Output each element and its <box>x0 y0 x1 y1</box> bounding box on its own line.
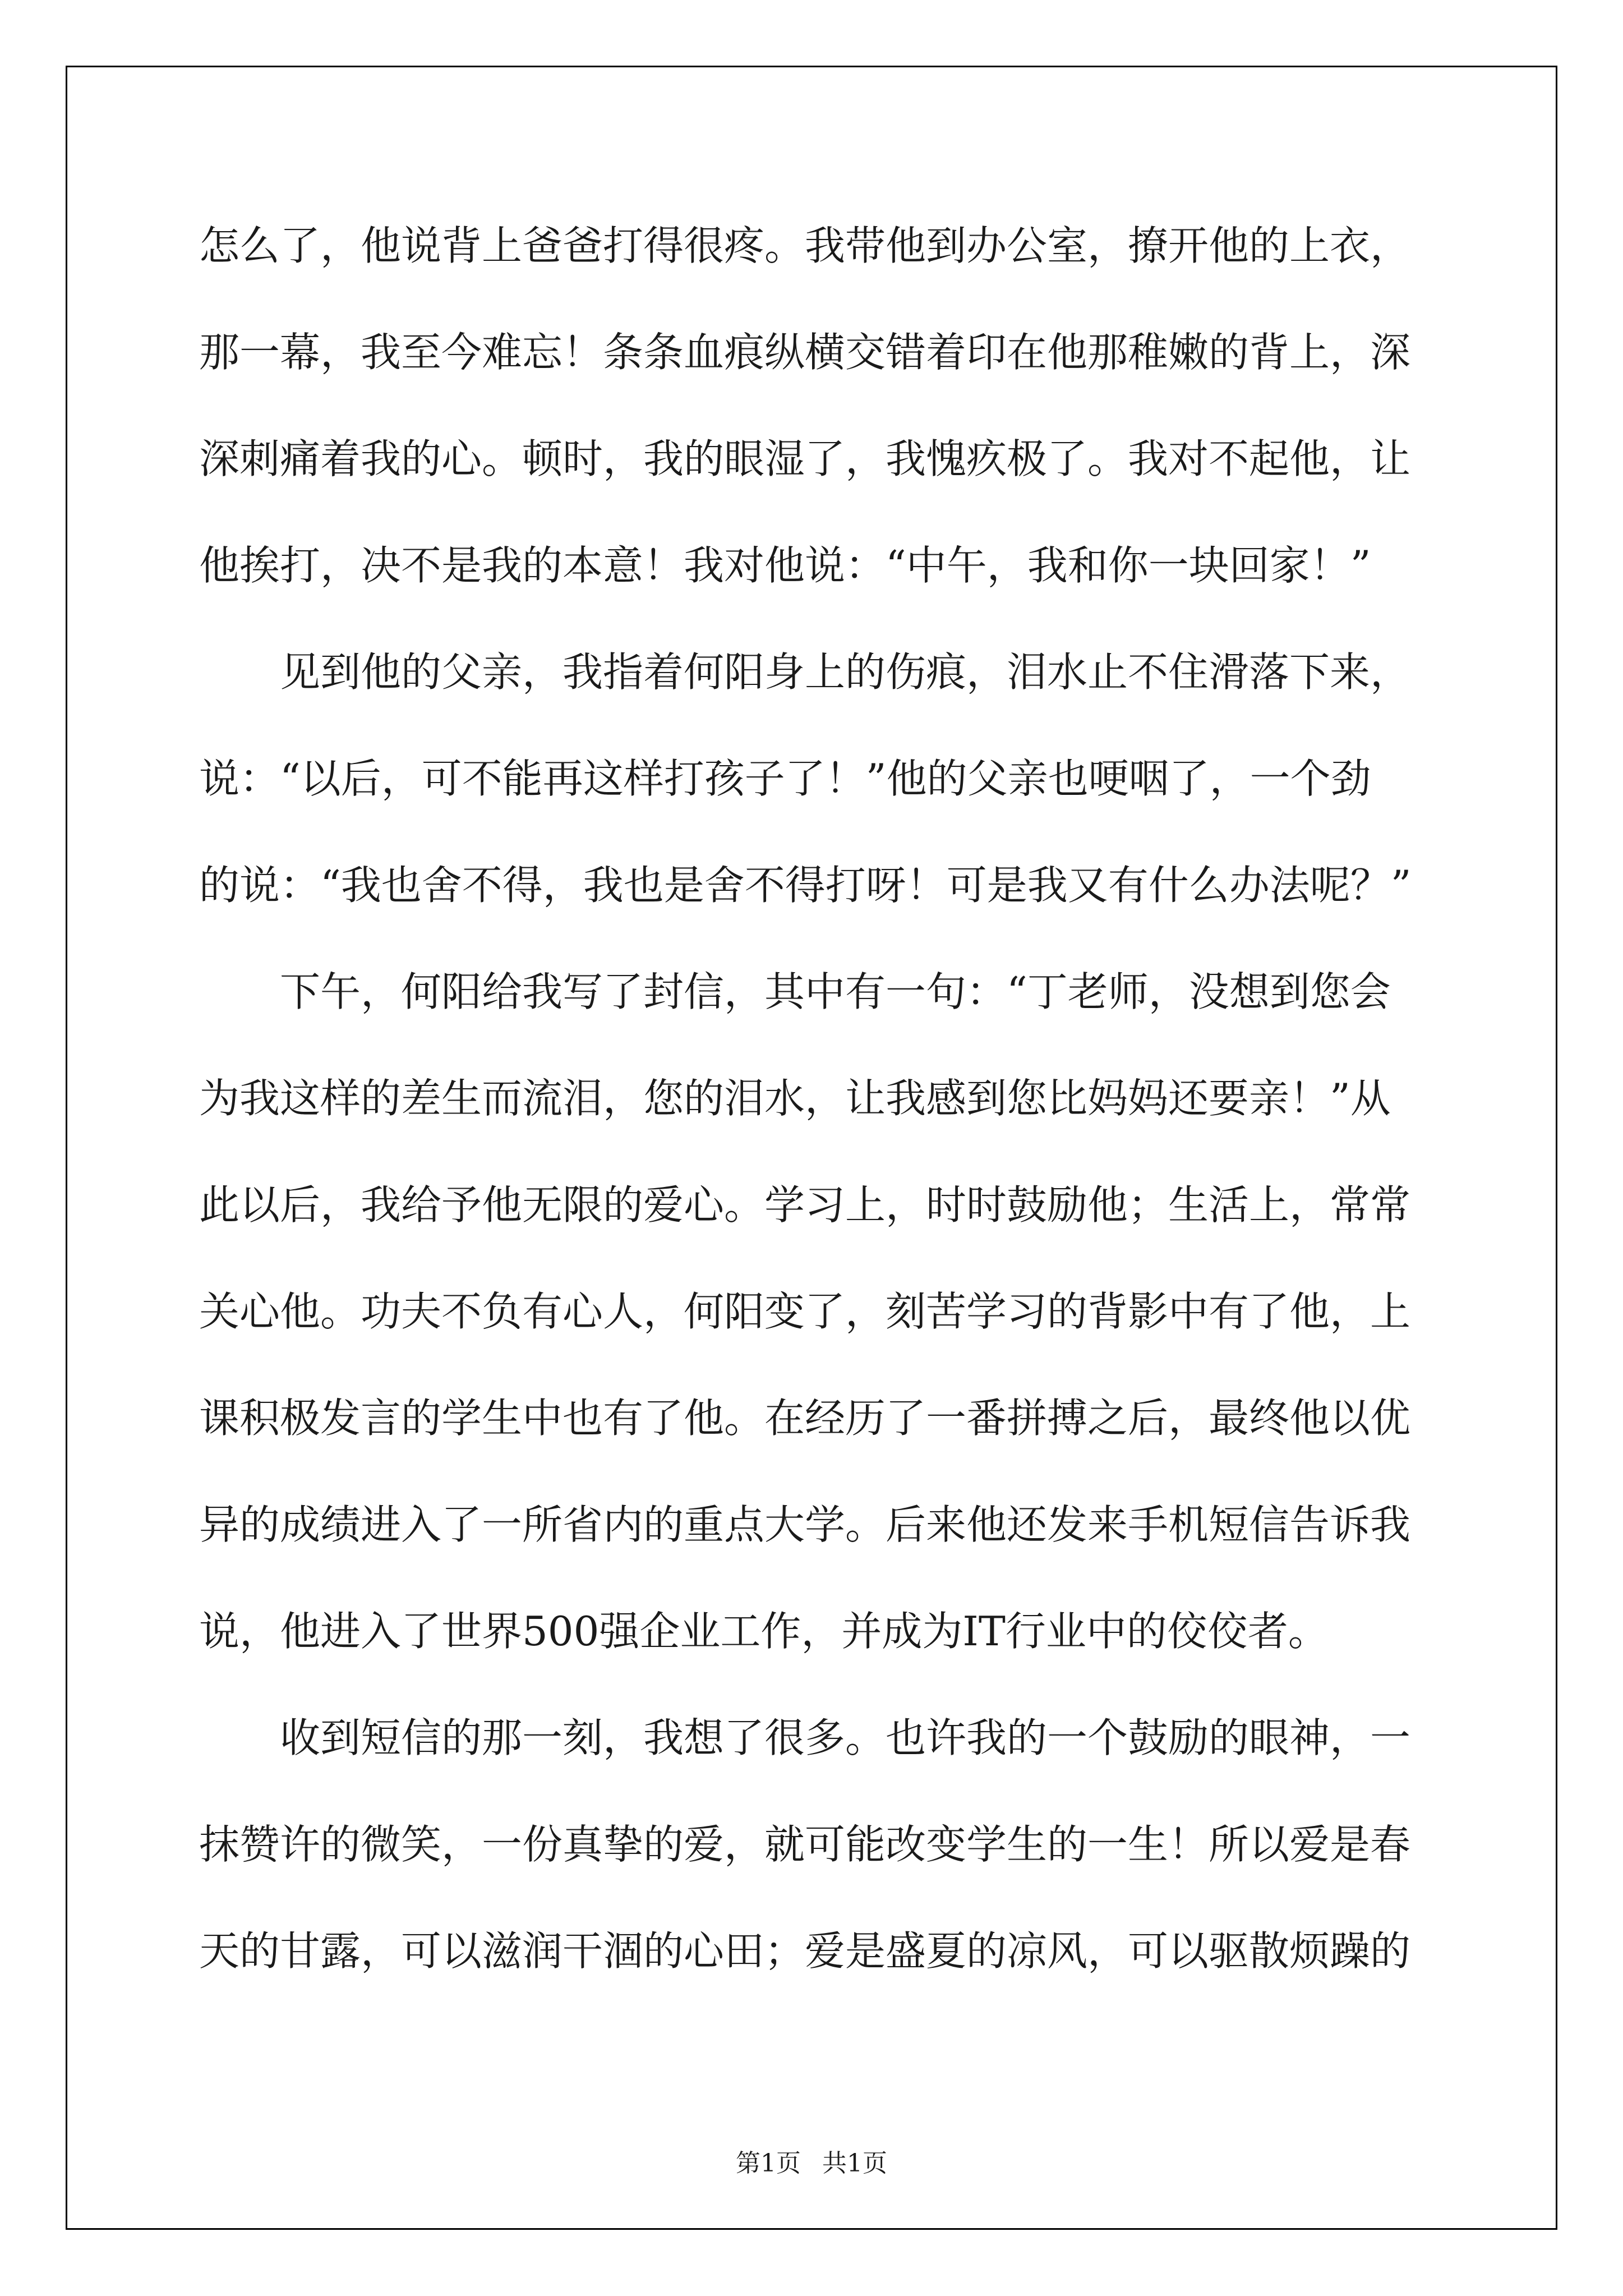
text-line-11: 关心他。功夫不负有心人，何阳变了，刻苦学习的背影中有了他，上 <box>199 1288 1411 1335</box>
document-body <box>199 192 1433 2004</box>
text-line-16: 抹赞许的微笑，一份真挚的爱，就可能改变学生的一生！所以爱是春 <box>199 1821 1411 1868</box>
total-pages-label: 共1页 <box>822 2149 887 2178</box>
page-footer <box>0 2143 1623 2179</box>
text-line-4: 他挨打，决不是我的本意！我对他说：“中午，我和你一块回家！” <box>199 542 1371 589</box>
text-line-15: 收到短信的那一刻，我想了很多。也许我的一个鼓励的眼神，一 <box>280 1714 1411 1761</box>
text-line-13: 异的成绩进入了一所省内的重点大学。后来他还发来手机短信告诉我 <box>199 1501 1411 1548</box>
text-line-10: 此以后，我给予他无限的爱心。学习上，时时鼓励他；生活上，常常 <box>199 1181 1411 1228</box>
current-page-label: 第1页 <box>736 2149 801 2178</box>
text-line-7: 的说：“我也舍不得，我也是舍不得打呀！可是我又有什么办法呢？” <box>199 862 1412 909</box>
text-line-8: 下午，何阳给我写了封信，其中有一句：“丁老师，没想到您会 <box>280 968 1391 1015</box>
text-line-6: 说：“以后，可不能再这样打孩子了！”他的父亲也哽咽了，一个劲 <box>199 755 1371 802</box>
text-line-2: 那一幕，我至今难忘！条条血痕纵横交错着印在他那稚嫩的背上，深 <box>199 329 1411 376</box>
text-line-17: 天的甘露，可以滋润干涸的心田；爱是盛夏的凉风，可以驱散烦躁的 <box>199 1927 1411 1975</box>
text-line-12: 课积极发言的学生中也有了他。在经历了一番拼搏之后，最终他以优 <box>199 1395 1411 1442</box>
text-line-9: 为我这样的差生而流泪，您的泪水，让我感到您比妈妈还要亲！”从 <box>199 1075 1391 1122</box>
text-line-14: 说，他进入了世界500强企业工作，并成为IT行业中的佼佼者。 <box>199 1608 1329 1655</box>
text-line-3: 深刺痛着我的心。顿时，我的眼湿了，我愧疚极了。我对不起他，让 <box>199 435 1411 482</box>
text-line-1: 怎么了，他说背上爸爸打得很疼。我带他到办公室，撩开他的上衣， <box>199 222 1411 269</box>
text-line-5: 见到他的父亲，我指着何阳身上的伤痕，泪水止不住滑落下来， <box>280 648 1411 696</box>
